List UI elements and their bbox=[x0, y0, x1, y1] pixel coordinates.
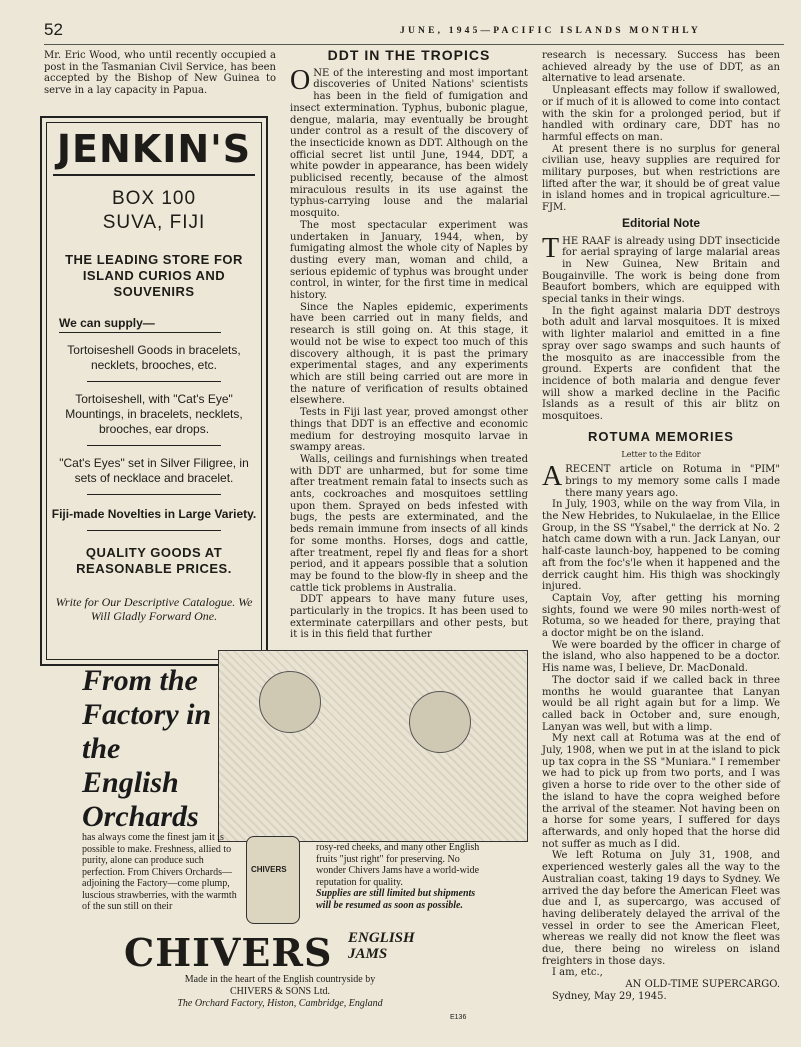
editorial-first-text: HE RAAF is already using DDT insecticide for aerial spraying of large malarial areas in New Guinea, New Britain and Bougainville. The work is being done from Beaufort bombers, which are equipped with special tanks in their wings. bbox=[542, 235, 780, 306]
ddt-paragraph: Since the Naples epidemic, experiments have been carried out in many fields, and research is still going on. At this stage, it would not be wise to expect too much of this discovery although, it is past the primary experimental stages, and any experiments which are still being carried out are more in the nature of verification of results obtained elsewhere. bbox=[290, 301, 528, 407]
rotuma-dropcap: A bbox=[542, 461, 563, 493]
ddt-paragraph: Walls, ceilings and furnishings when treated with DDT are unharmed, but for some time after treatment remain fatal to insects such as ants, cockroaches and mosquitoes settling upon them. Sprayed on beds infested with bugs, the pests are exterminated, and the beds remain immune from insects of all kinds for some months. Horses, dogs and cattle, after treatment, repel fly and fleas for a short period, and it appears possible that a solution may be found to the blow-fly in sheep and the cattle tick problems in Australia. bbox=[290, 453, 528, 594]
chivers-brand: CHIVERS bbox=[124, 930, 333, 975]
jenkins-fiji: Fiji-made Novelties in Large Variety. bbox=[51, 507, 257, 521]
intro-paragraph: Mr. Eric Wood, who until recently occupied a post in the Tasmanian Civil Service, has been accepted by the Bishop of New Guinea to serve in a lay capacity in Papua. bbox=[44, 50, 276, 97]
ddt-paragraph: The most spectacular experiment was undertaken in January, 1944, when, by fumigating almost the whole city of Naples by dusting every man, woman and child, a serious epidemic of typhus was brought under control, in winter, for the first time in medical history. bbox=[290, 219, 528, 302]
ad-code: E136 bbox=[450, 1014, 467, 1021]
rotuma-signature: AN OLD-TIME SUPERCARGO. bbox=[625, 979, 780, 991]
rotuma-first-text: RECENT article on Rotuma in "PIM" brings to my memory some calls I made there many years ago. bbox=[565, 464, 780, 499]
jenkins-item: Tortoiseshell Goods in bracelets, necklets, brooches, etc. bbox=[67, 343, 241, 372]
chivers-product: ENGLISH JAMS bbox=[348, 930, 415, 962]
ddt-continued: At present there is no surplus for general civilian use, heavy supplies are required for military purposes, but when restrictions are lifted after the war, it should be of great value in island homes and in tropical agriculture.—FJM. bbox=[542, 143, 780, 214]
header-rule bbox=[44, 44, 784, 45]
page-number: 52 bbox=[44, 20, 63, 39]
rotuma-paragraph: The doctor said if we called back in three months he would guarantee that Lanyan would be all right again but for a limp. We called back in October and, sure enough, Lanyan was well, but with a limp. bbox=[542, 674, 780, 733]
editorial-paragraph bbox=[542, 232, 780, 306]
rotuma-paragraph: Captain Voy, after getting his morning sights, found we were 90 miles north-west of Rotuma, so we headed for there, praying that a doctor might be on the island. bbox=[542, 592, 780, 640]
jenkins-divider bbox=[87, 494, 221, 495]
editorial-paragraph: In the fight against malaria DDT destroys both adult and larval mosquitoes. It is mixed with lighter malariol and emitted in a fine spray over sago swamps and such haunts of the mosquito as are inaccessible from the ground. Experts are confident that the incidence of both malaria and dengue fever will show a marked decline in the Pacific Islands as a result of this air blitz on mosquitoes. bbox=[542, 305, 780, 423]
chivers-made-line1: Made in the heart of the English countryside by bbox=[184, 974, 376, 985]
jenkins-advert-inner bbox=[46, 122, 262, 660]
chivers-text-right-body: rosy-red cheeks, and many other English fruits "just right" for preserving. No wonder Chivers Jams have a world-wide reputation for quality. bbox=[316, 842, 480, 888]
ddt-continued: Unpleasant effects may follow if swallowed, or if much of it is allowed to come into contact with the skin for a prolonged period, but if handled with ordinary care, DDT has no harmful effects on man. bbox=[542, 85, 780, 143]
editorial-heading: Editorial Note bbox=[621, 215, 700, 230]
ddt-continued: research is necessary. Success has been achieved already by the use of DDT, as an alternative to lead arsenate. bbox=[542, 50, 780, 85]
rotuma-paragraph: We left Rotuma on July 31, 1908, and experienced westerly gales all the way to the Australian coast, taking 19 days to Sydney. We arrived the day before the American Fleet was due and I, as supercargo, was accused of having deliberately delayed the arrival of the vessel in order to see the American Fleet, whereas we really did not know the fleet was due, there being no wireless on island freighters in those days. bbox=[542, 850, 780, 967]
jenkins-name: JENKIN'S bbox=[56, 127, 252, 171]
jenkins-box: BOX 100 bbox=[111, 188, 197, 209]
jenkins-divider bbox=[87, 445, 221, 446]
jar-label: CHIVERS bbox=[251, 865, 287, 874]
chivers-headline: From the Factory in the English Orchards bbox=[82, 664, 212, 833]
rotuma-closing: I am, etc., bbox=[552, 967, 603, 979]
editorial-dropcap: T bbox=[542, 232, 560, 264]
jenkins-quality: QUALITY GOODS AT REASONABLE PRICES. bbox=[76, 545, 232, 576]
chivers-text-left: has always come the finest jam it is possible to make. Freshness, allied to purity, alone can produce such perfection. From Chivers Orchards—adjoining the Factory—come plump, luscious strawberries, with the warmth of the sun still on their bbox=[82, 832, 237, 912]
jenkins-divider bbox=[87, 530, 221, 531]
ddt-paragraph bbox=[290, 64, 528, 220]
farmer-figure bbox=[259, 671, 321, 733]
chivers-notice: Supplies are still limited but shipments will be resumed as soon as possible. bbox=[316, 888, 476, 911]
jenkins-rule bbox=[53, 174, 255, 176]
chivers-text-right bbox=[316, 842, 484, 911]
jam-jar-icon bbox=[246, 836, 300, 924]
rotuma-paragraph bbox=[542, 461, 780, 499]
woman-figure bbox=[409, 691, 471, 753]
ddt-paragraph: DDT appears to have many future uses, particularly in the tropics. It has been used to exterminate caterpillars and other pests, but it is in this field that further bbox=[290, 594, 528, 641]
rotuma-paragraph: In July, 1903, while on the way from Vila, in the New Hebrides, to Nukulaelae, in the Ellice Group, in the SS "Ysabel," the derrick at No. 2 hatch came down with a run. Jack Lanyan, our half-caste launch-boy, happened to be coming aft from the foc's'le when it happened and the derrick caught him. His thigh was shockingly injured. bbox=[542, 499, 780, 593]
left-intro bbox=[44, 50, 276, 97]
rotuma-paragraph: My next call at Rotuma was at the end of July, 1908, when we put in at the island to pick up tax copra in the SS "Muniara." I remember we had to pick up from two ports, and I was given a horse to ride over to the other side of the island to have the copra weighed before the arrival of the steamer. Not having been on a horse for some years, I suffered for days afterwards, and only hoped that the horse did not suffer as much as I did. bbox=[542, 733, 780, 850]
rotuma-heading: ROTUMA MEMORIES bbox=[588, 428, 734, 444]
ddt-paragraph: Tests in Fiji last year, proved amongst other things that DDT is an effective and economic medium for destroying mosquito larvae in swampy areas. bbox=[290, 407, 528, 454]
jenkins-supply-rule bbox=[59, 332, 221, 333]
rotuma-paragraph: We were boarded by the officer in charge of the island, who also happened to be a doctor. His name was, I believe, Dr. MacDonald. bbox=[542, 639, 780, 675]
running-title: JUNE, 1945—PACIFIC ISLANDS MONTHLY bbox=[400, 26, 701, 36]
jenkins-city: SUVA, FIJI bbox=[102, 212, 206, 233]
rotuma-note: Letter to the Editor bbox=[621, 449, 701, 459]
right-column bbox=[542, 50, 780, 1003]
rotuma-dateline: Sydney, May 29, 1945. bbox=[552, 990, 667, 1002]
chivers-made-line3: The Orchard Factory, Histon, Cambridge, England bbox=[177, 998, 383, 1009]
jenkins-item: Tortoiseshell, with "Cat's Eye" Mountings, in bracelets, necklets, brooches, ear drops. bbox=[65, 392, 243, 436]
jenkins-supply: We can supply— bbox=[59, 316, 155, 330]
jenkins-write: Write for Our Descriptive Catalogue. We Will Gladly Forward One. bbox=[55, 595, 253, 623]
ddt-article bbox=[290, 47, 528, 641]
ddt-first-text: NE of the interesting and most important discoveries of United Nations' scientists has been in the field of fumigation and insect extermination. Typhus, bubonic plague, dengue, malaria, may eventually be brought under control as a result of the discovery of the insecticide known as DDT. Although on the official secret list until June, 1944, DDT, a white powder in appearance, has been widely publicised recently, because of the almost miraculous results in its use against the typhus-carrying louse and the malarial mosquito. bbox=[290, 67, 528, 220]
jenkins-item: "Cat's Eyes" set in Silver Filigree, in sets of necklace and bracelet. bbox=[59, 456, 249, 485]
jenkins-advert bbox=[40, 116, 268, 666]
chivers-made bbox=[150, 974, 410, 1010]
ddt-heading: DDT IN THE TROPICS bbox=[327, 47, 491, 63]
orchard-illustration bbox=[218, 650, 528, 842]
ddt-dropcap: O bbox=[290, 64, 311, 96]
chivers-made-line2: CHIVERS & SONS Ltd. bbox=[229, 986, 330, 997]
jenkins-lead: THE LEADING STORE FOR ISLAND CURIOS AND SOUVENIRS bbox=[65, 252, 243, 299]
jenkins-divider bbox=[87, 381, 221, 382]
